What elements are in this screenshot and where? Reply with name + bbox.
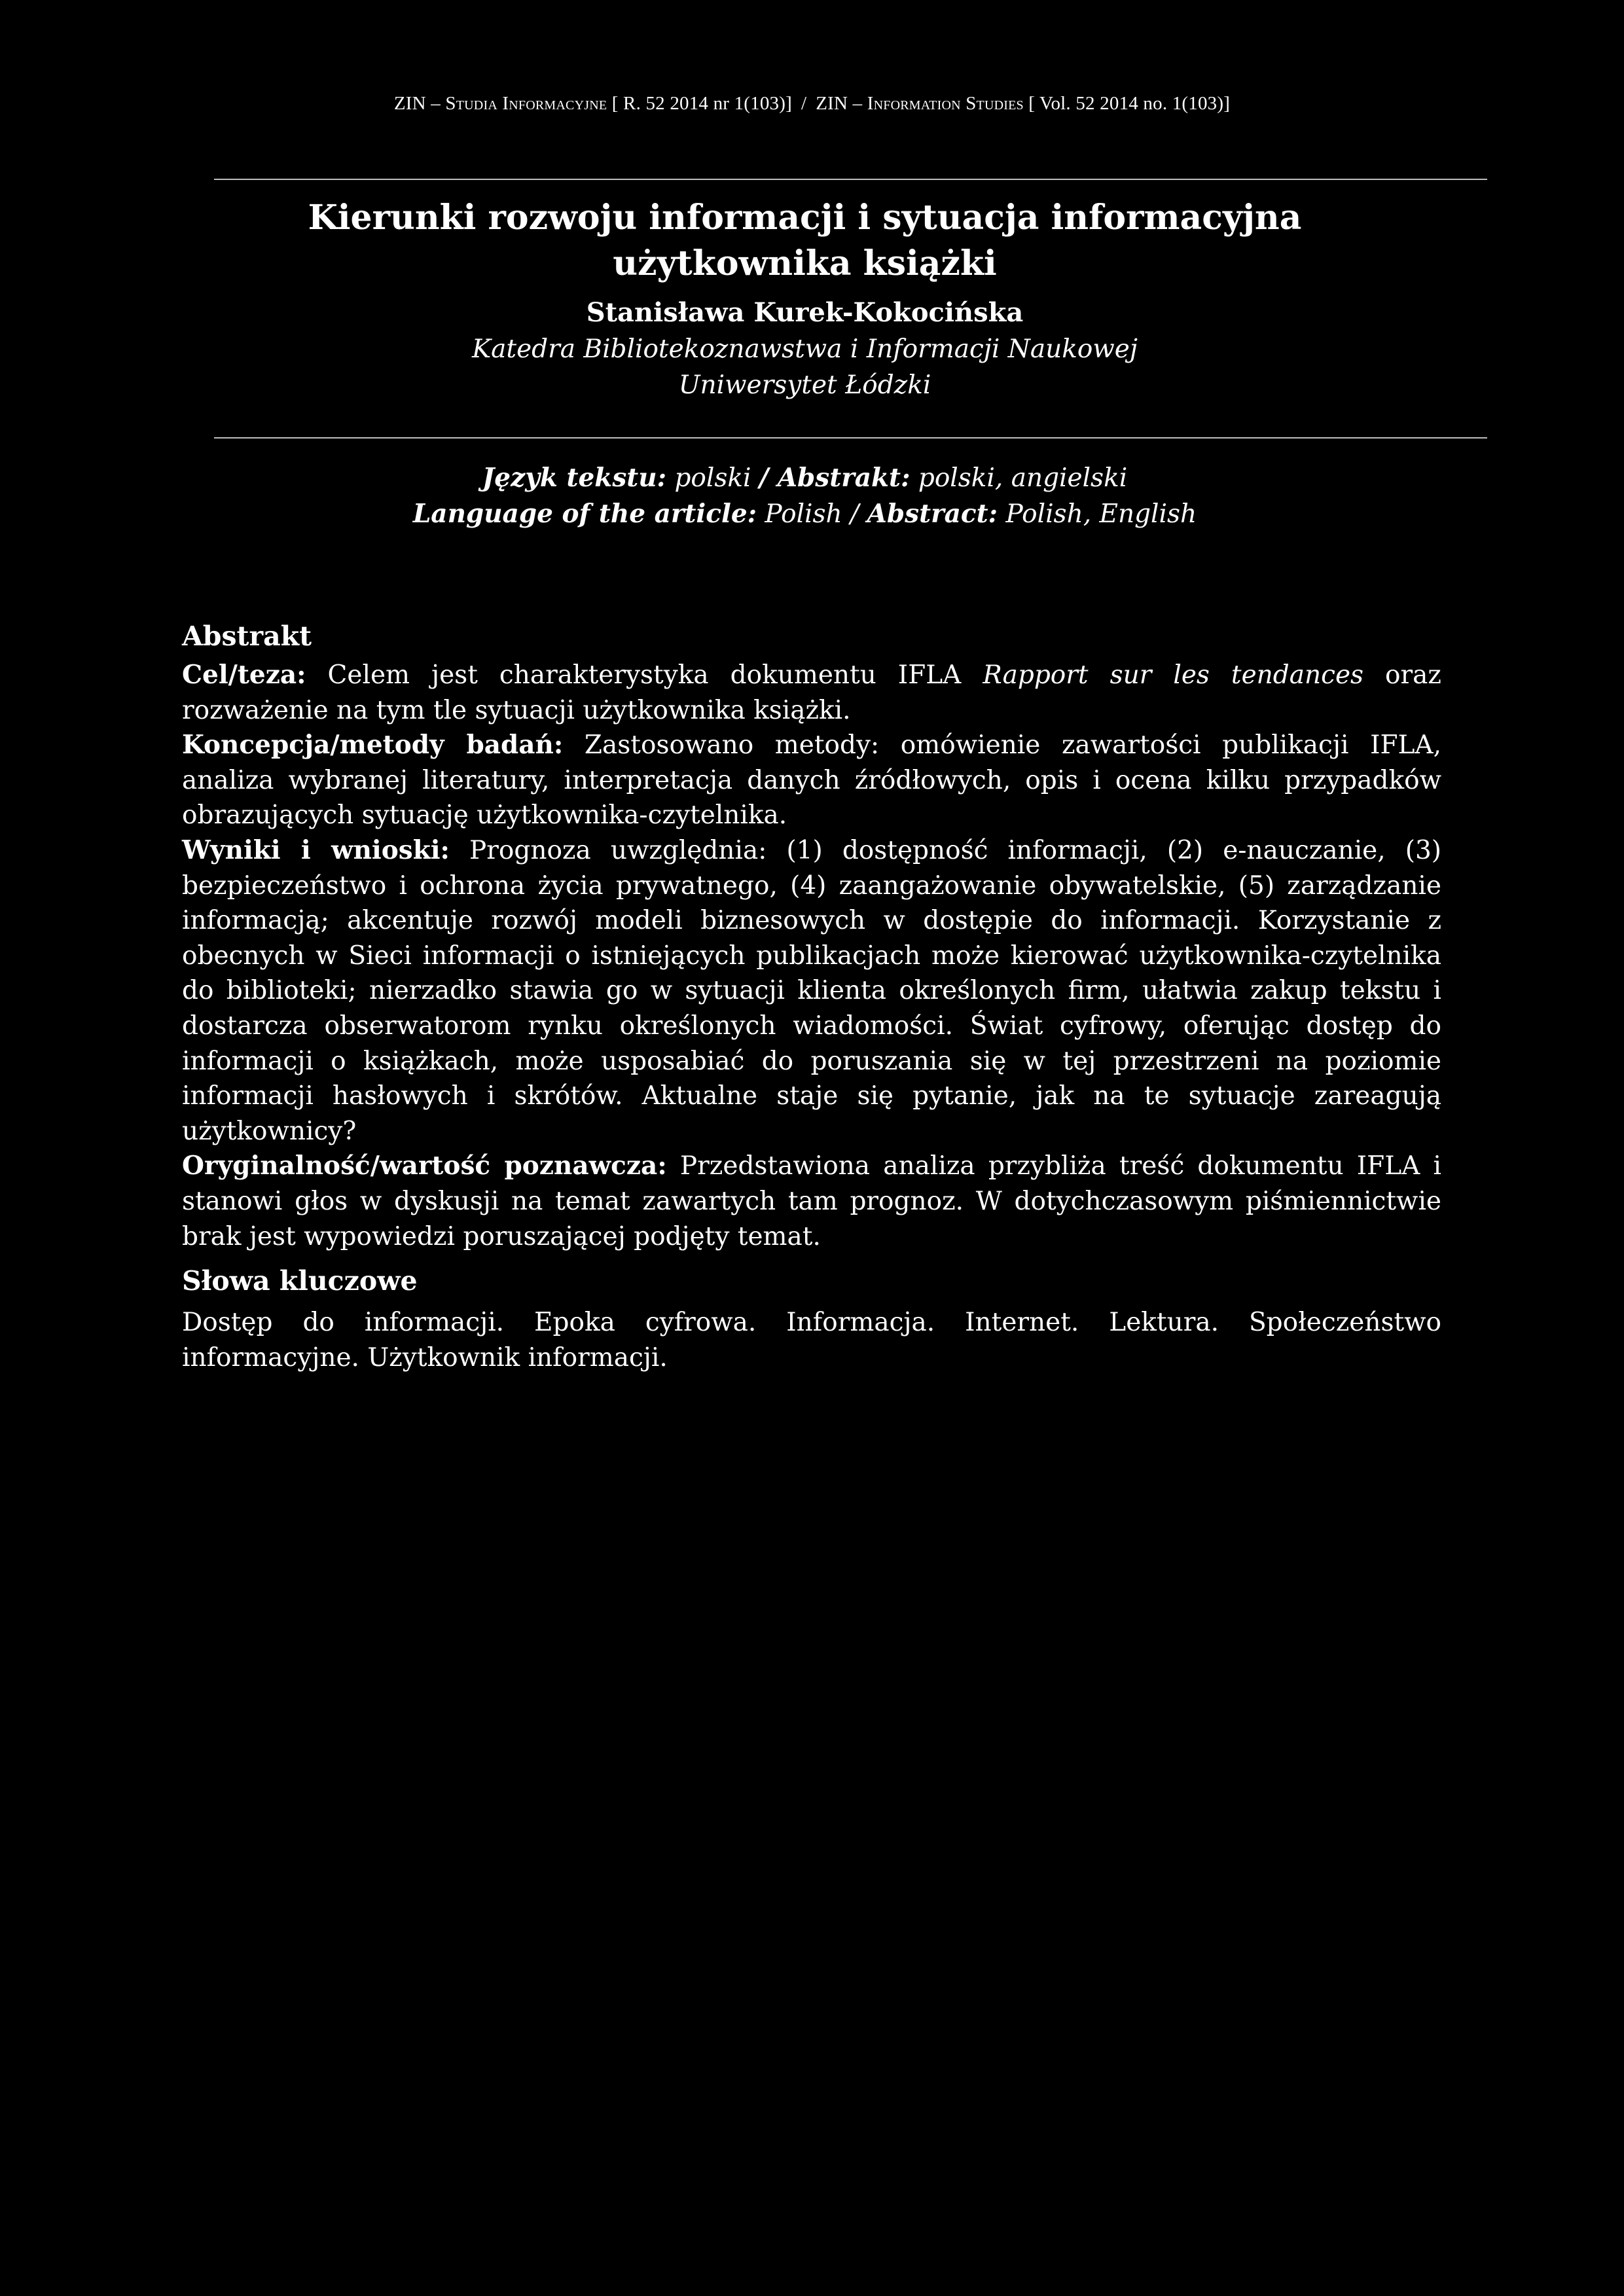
goal-text-2: oraz rozważenie na tym tle sytuacji użytkownika książki. <box>182 660 1441 725</box>
abstract-value-en: Polish, English <box>998 499 1197 529</box>
method-paragraph <box>182 728 1441 833</box>
article-title <box>122 195 1487 287</box>
keywords-text: Dostęp do informacji. Epoka cyfrowa. Informacja. Internet. Lektura. Społeczeństwo informacyjne. Użytkownik informacji. <box>182 1308 1441 1372</box>
abstract-language-value: polski, angielski <box>910 463 1128 493</box>
affiliation-line-2: Uniwersytet Łódzki <box>678 370 931 400</box>
pl-series-name: Studia Informacyjne <box>445 93 607 114</box>
abstract-label-en: Abstract: <box>867 499 998 529</box>
abstract-heading: Abstrakt <box>182 620 312 652</box>
results-text: Prognoza uwzględnia: (1) dostępność informacji, (2) e-nauczanie, (3) bezpieczeństwo i ochrona życia prywatnego, (4) zaangażowanie obywatelskie, (5) zarządzanie informacją; akcentuje rozwój modeli biznesowych w dostępie do informacji. Korzystanie z obecnych w Sieci informacji o istniejących publikacjach może kierować użytkownika-czytelnika do biblioteki; nierzadko stawia go w sytuacji klienta określonych firm, ułatwia zakup tekstu i dostarcza obserwatorom rynku określonych wiadomości. Świat cyfrowy, oferując dostęp do informacji o książkach, może usposabiać do poruszania się w tej przestrzeni na poziomie informacji hasłowych i skrótów. Aktualne staje się pytanie, jak na te sytuacje zareagują użytkownicy? <box>182 835 1441 1146</box>
goal-label: Cel/teza: <box>182 660 306 690</box>
title-line-1: Kierunki rozwoju informacji i sytuacja informacyjna <box>308 198 1302 238</box>
language-info <box>214 460 1487 532</box>
article-language-value: Polish / <box>757 499 867 529</box>
affiliation-line-1: Katedra Bibliotekoznawstwa i Informacji Naukowej <box>472 334 1138 364</box>
originality-label: Oryginalność/wartość poznawcza: <box>182 1151 667 1181</box>
author-name: Stanisława Kurek-Kokocińska <box>586 297 1024 328</box>
originality-paragraph <box>182 1149 1441 1254</box>
en-issue: [ Vol. 52 2014 no. 1(103)] <box>1023 93 1231 114</box>
originality-text: Przedstawiona analiza przybliża treść dokumentu IFLA i stanowi głos w dyskusji na temat zawartych tam prognoz. W dotychczasowym piśmiennictwie brak jest wypowiedzi poruszającej podjęty temat. <box>182 1151 1441 1251</box>
header-separator: / <box>801 93 807 114</box>
text-language-label: Język tekstu: <box>482 463 667 493</box>
abstract-language-label: / Abstrakt: <box>759 463 911 493</box>
text-language-value: polski <box>666 463 759 493</box>
goal-text-1: Celem jest charakterystyka dokumentu IFLA <box>306 660 983 690</box>
results-paragraph <box>182 833 1441 1149</box>
method-text: Zastosowano metody: omówienie zawartości publikacji IFLA, analiza wybranej literatury, interpretacja danych źródłowych, opis i ocena kilku przypadków obrazujących sytuację użytkownika-czytelnika. <box>182 730 1441 831</box>
en-dash: – <box>848 93 867 114</box>
pl-journal-name: ZIN <box>393 93 426 114</box>
middle-divider <box>214 437 1487 439</box>
goal-document-title: Rapport sur les tendances <box>983 660 1364 690</box>
pl-issue: [ R. 52 2014 nr 1(103)] <box>607 93 792 114</box>
language-line-pl <box>122 460 1487 496</box>
top-divider <box>214 179 1487 180</box>
en-series-name: Information Studies <box>867 93 1024 114</box>
language-line-en <box>122 496 1487 532</box>
results-label: Wyniki i wnioski: <box>182 834 450 865</box>
keywords-heading: Słowa kluczowe <box>182 1265 418 1297</box>
title-block <box>214 195 1487 403</box>
method-label: Koncepcja/metody badań: <box>182 730 564 761</box>
article-language-label: Language of the article: <box>412 499 757 529</box>
en-journal-name: ZIN <box>816 93 848 114</box>
goal-paragraph <box>182 658 1441 728</box>
running-header <box>0 93 1624 115</box>
title-line-2: użytkownika książki <box>613 243 997 283</box>
abstract-section <box>182 619 1441 1375</box>
pl-dash: – <box>425 93 446 114</box>
